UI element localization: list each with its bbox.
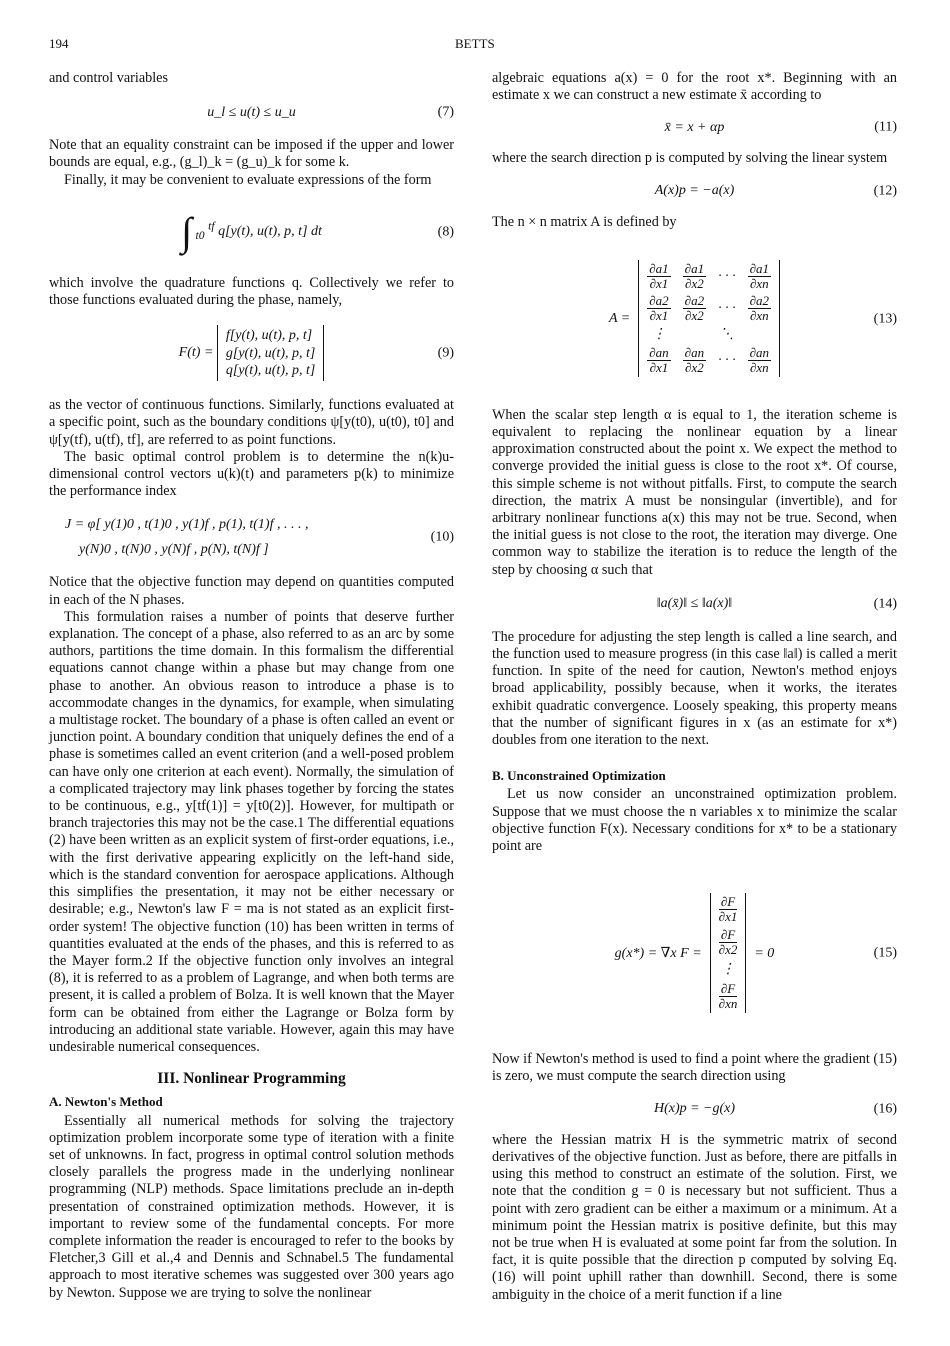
paragraph: as the vector of continuous functions. Similarly, functions evaluated at a specific point, such as the boundary conditions ψ[y(t0), u(t0), t0] and ψ[y(tf), u(tf), tf], are referred to as point functions. bbox=[49, 397, 454, 448]
running-title: BETTS bbox=[455, 36, 495, 51]
equation-14 bbox=[492, 587, 897, 621]
matrix-entry: ∂an ∂xn bbox=[749, 345, 770, 376]
paragraph: Now if Newton's method is used to find a point where the gradient (15) is zero, we must compute the search direction using bbox=[492, 1051, 897, 1085]
equation-number: (12) bbox=[873, 183, 897, 199]
paragraph: where the Hessian matrix H is the symmetric matrix of second derivatives of the objective function. Just as before, there are pitfalls in using this method to construct an estimate of the solution. First, we note that the condition g = 0 is necessary but not sufficient. Thus a point with zero gradient can be either a maximum or a minimum. At a minimum point the Hessian matrix is positive definite, but this may not be true when H is evaluated at some point far from the solution. In fact, it is quite possible that the direction p computed by solving Eq. (16) will point uphill rather than downhill. Second, there is some ambiguity in the choice of a merit function if a line bbox=[492, 1131, 897, 1303]
equation-lhs: g(x*) = ∇x F = bbox=[614, 945, 702, 961]
matrix-entry: ∂a2 ∂x2 bbox=[684, 293, 705, 324]
equation-body: H(x)p = −g(x) bbox=[653, 1101, 736, 1117]
matrix-row: f[y(t), u(t), p, t] bbox=[225, 328, 313, 344]
jacobian-matrix bbox=[638, 260, 780, 377]
matrix-entry: ⋱ bbox=[719, 327, 734, 343]
left-column bbox=[49, 70, 454, 1302]
subsection-heading: B. Unconstrained Optimization bbox=[492, 768, 666, 784]
vector-matrix bbox=[217, 325, 324, 381]
paragraph: The n × n matrix A is defined by bbox=[492, 213, 677, 230]
paragraph: where the search direction p is computed by solving the linear system bbox=[492, 150, 888, 167]
integral-sign: ∫ bbox=[181, 208, 193, 254]
vector-entry: ∂F ∂x1 bbox=[718, 894, 738, 925]
paragraph: which involve the quadrature functions q. Collectively we refer to those functions evaluated during the phase, namely, bbox=[49, 274, 454, 309]
section-heading: III. Nonlinear Programming bbox=[157, 1070, 346, 1088]
equation-number: (8) bbox=[437, 224, 454, 240]
equation-12 bbox=[492, 176, 897, 206]
paragraph: Note that an equality constraint can be imposed if the upper and lower bounds are equal, e.g., (g_l)_k = (g_u)_k for some k. bbox=[49, 137, 454, 171]
equation-line: y(N)0 , t(N)0 , y(N)f , p(N), t(N)f ] bbox=[79, 542, 269, 558]
matrix-entry: · · · bbox=[718, 353, 736, 369]
matrix-entry: ∂a2 ∂x1 bbox=[649, 293, 669, 324]
equation-body: ‖a(x̄)‖ ≤ ‖a(x)‖ bbox=[656, 596, 733, 612]
equation-number: (13) bbox=[873, 311, 897, 327]
equation-number: (16) bbox=[873, 1101, 897, 1117]
paragraph: When the scalar step length α is equal to 1, the iteration scheme is equivalent to replacing the nonlinear equation by a linear approximation constructed about the point x. We expect the method to converge provided the initial guess is close to the root x*. Of course, this simple scheme is not without pitfalls. First, to compute the search direction, the matrix A must be nonsingular (invertible), and for arbitrary nonlinear functions a(x) this may not be true. Second, when the initial guess is not close to the root, the iteration may diverge. One common way to stabilize the iteration is to reduce the length of the step by choosing α such that bbox=[492, 406, 897, 578]
paragraph: Notice that the objective function may depend on quantities computed in each of the N phases. bbox=[49, 574, 454, 608]
vector-column bbox=[719, 895, 738, 1011]
equation-10 bbox=[49, 508, 454, 566]
equation-11 bbox=[492, 112, 897, 142]
paragraph: This formulation raises a number of points that deserve further explanation. The concept of a phase, also referred to as an arc by some authors, partitions the time domain. In this formalism the differential equations cannot change within a phase but may change from one phase to another. An obvious reason to introduce a phase is to accommodate changes in the dynamics, for example, when simulating a multistage rocket. The boundary of a phase is often called an event or junction point. A boundary condition that uniquely defines the end of a phase is sometimes called an event criterion (and a well-posed problem can have only one criterion at each event). Normally, the simulation of a complicated trajectory may link phases together by forcing the states to be continuous, e.g., y[tf(1)] = y[t0(2)]. However, for multipath or branch trajectories this may not be the case.1 The differential equations (2) have been written as an explicit system of first-order equations, i.e., with the first derivative appearing explicitly on the left-hand side, which is the standard convention for aerospace applications. Although this simplifies the presentation, it may not be either necessary or desirable; e.g., Newton's law F = ma is not stated as an explicit first-order system! The objective function (10) has been written in terms of quantities evaluated at the ends of the phases, and this is referred to as the Mayer form.2 If the objective function only involves an integral (8), it is referred to as a problem of Lagrange, and when both terms are present, it is called a problem of Bolza. It is well known that the Mayer form can be obtained from either the Lagrange or Bolza form by introducing an additional state variable. However, again this may have undesirable numerical consequences. bbox=[49, 608, 454, 1055]
paragraph: and control variables bbox=[49, 70, 168, 86]
paragraph: The procedure for adjusting the step length is called a line search, and the function used to measure progress (in this case ‖a‖) is called a merit function. In spite of the need for caution, Newton's method enjoys broad applicability, possibly because, when it works, the iterates exhibit quadratic convergence. Loosely speaking, this property means that the number of significant figures in x (as an estimate for x*) doubles from one iteration to the next. bbox=[492, 628, 897, 749]
paragraph: Finally, it may be convenient to evaluate expressions of the form bbox=[64, 171, 432, 188]
matrix-grid bbox=[647, 262, 771, 375]
matrix-entry: ∂a1 ∂x1 bbox=[649, 261, 669, 292]
integral-lower-limit: t0 bbox=[195, 228, 205, 242]
matrix-entry: ∂an ∂x1 bbox=[649, 345, 669, 376]
matrix-entry: ∂a1 ∂x2 bbox=[684, 261, 705, 292]
equation-15 bbox=[492, 863, 897, 1043]
matrix-row: g[y(t), u(t), p, t] bbox=[225, 345, 316, 361]
equation-number: (7) bbox=[437, 104, 454, 120]
matrix-entry: ⋮ bbox=[651, 327, 666, 343]
matrix-entry: · · · bbox=[718, 301, 736, 317]
equation-body: x̄ = x + αp bbox=[664, 119, 725, 135]
vector-entry: ∂F ∂x2 bbox=[718, 927, 738, 958]
equation-9 bbox=[49, 317, 454, 389]
equation-number: (9) bbox=[437, 345, 454, 361]
equation-7 bbox=[49, 95, 454, 129]
equation-number: (10) bbox=[430, 529, 454, 545]
equation-line: J = φ[ y(1)0 , t(1)0 , y(1)f , p(1), t(1)f , . . . , bbox=[65, 517, 309, 533]
equation-number: (11) bbox=[874, 119, 897, 135]
equation-rhs: = 0 bbox=[754, 945, 775, 961]
matrix-row: q[y(t), u(t), p, t] bbox=[225, 362, 316, 378]
equation-lhs: A = bbox=[608, 311, 631, 327]
equation-body: u_l ≤ u(t) ≤ u_u bbox=[207, 104, 296, 120]
vector-entry: ⋮ bbox=[721, 962, 735, 978]
page-number: 194 bbox=[49, 36, 69, 51]
integrand: q[y(t), u(t), p, t] dt bbox=[218, 224, 322, 240]
subsection-heading: A. Newton's Method bbox=[49, 1094, 163, 1110]
matrix-entry: ∂a1 ∂xn bbox=[749, 261, 770, 292]
right-column bbox=[492, 70, 897, 1304]
equation-13 bbox=[492, 239, 897, 399]
paragraph: algebraic equations a(x) = 0 for the root x*. Beginning with an estimate x we can construct a new estimate x̄ according to bbox=[492, 70, 897, 104]
equation-16 bbox=[492, 1094, 897, 1124]
paragraph: Essentially all numerical methods for solving the trajectory optimization problem incorporate some type of iteration with a finite set of unknowns. In fact, progress in optimal control solution methods closely parallels the progress made in the underlying nonlinear programming (NLP) methods. Space limitations preclude an in-depth presentation of constrained optimization methods. However, it is important to review some of the fundamental concepts. For more complete information the reader is encouraged to refer to the books by Fletcher,3 Gill et al.,4 and Dennis and Schnabel.5 The fundamental approach to most iterative schemes was suggested over 300 years ago by Newton. Suppose we are trying to solve the nonlinear bbox=[49, 1112, 454, 1301]
equation-number: (15) bbox=[873, 945, 897, 961]
equation-number: (14) bbox=[873, 596, 897, 612]
vector-entry: ∂F ∂xn bbox=[718, 981, 738, 1012]
paragraph: Let us now consider an unconstrained optimization problem. Suppose that we must choose the n variables x to minimize the scalar objective function F(x). Necessary conditions for x* to be a stationary point are bbox=[492, 786, 897, 855]
equation-8 bbox=[49, 197, 454, 267]
gradient-vector bbox=[710, 893, 747, 1013]
matrix-entry: · · · bbox=[718, 269, 736, 285]
equation-lhs: F(t) = bbox=[178, 345, 214, 361]
paragraph: The basic optimal control problem is to determine the n(k)u-dimensional control vectors u(k)(t) and parameters p(k) to minimize the performance index bbox=[49, 448, 454, 500]
integral-upper-limit: tf bbox=[208, 219, 215, 233]
matrix-entry: ∂an ∂x2 bbox=[684, 345, 705, 376]
equation-body: A(x)p = −a(x) bbox=[654, 183, 735, 198]
matrix-entry: ∂a2 ∂xn bbox=[749, 293, 770, 324]
